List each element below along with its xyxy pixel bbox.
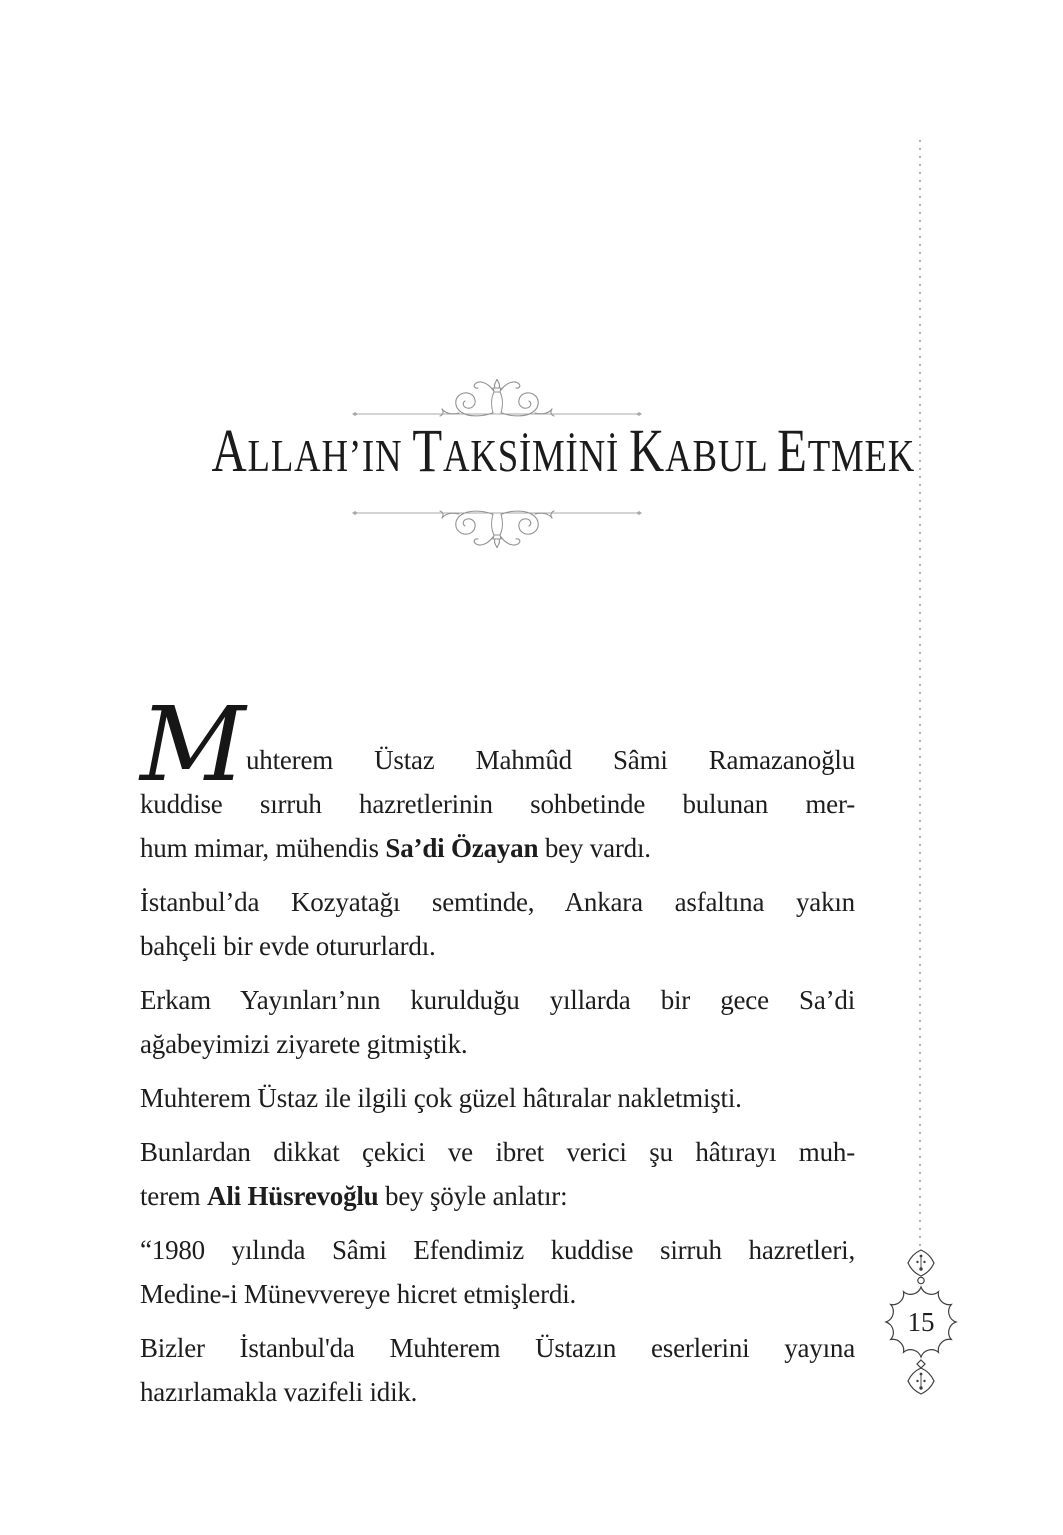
text-line — [140, 782, 855, 826]
title-word: TAKSİMİNİ — [412, 418, 620, 485]
title-initial: E — [777, 418, 808, 485]
text-segment: terem — [140, 1181, 208, 1211]
text-line — [140, 924, 855, 968]
chapter-ornament-bottom — [347, 505, 647, 551]
title-initial: T — [412, 418, 443, 485]
emphasized-name: Sa’di Özayan — [385, 833, 539, 863]
medallion-icon — [881, 1247, 961, 1397]
text-line — [140, 1130, 855, 1174]
title-initial: K — [629, 418, 666, 485]
text-segment: Erkam Yayınları’nın kurulduğu yıllarda bir gece Sa’di — [140, 985, 855, 1015]
emphasized-name: Ali Hüsrevoğlu — [207, 1181, 379, 1211]
text-line — [140, 826, 855, 870]
flourish-icon — [440, 379, 554, 416]
paragraph — [140, 978, 855, 1066]
flourish-rule-icon — [347, 376, 647, 422]
title-word: KABUL — [629, 418, 768, 485]
flourish-rule-icon — [347, 505, 647, 551]
text-segment: Medine-i Münevvereye hicret etmişlerdi. — [140, 1279, 577, 1309]
text-segment: Bunlardan dikkat çekici ve ibret verici şu hâtırayı muh- — [140, 1137, 855, 1167]
flourish-icon — [440, 511, 554, 548]
paragraph — [140, 1076, 855, 1120]
title-word: ETMEK — [777, 418, 916, 485]
text-line — [140, 1022, 855, 1066]
text-line — [140, 1076, 855, 1120]
text-segment: Bizler İstanbul'da Muhterem Üstazın eserlerini yayına — [140, 1333, 855, 1363]
text-line — [140, 1228, 855, 1272]
page-number: 15 — [907, 1307, 935, 1337]
paragraph — [140, 1228, 855, 1316]
body-text-column — [140, 685, 855, 1414]
title-initial: A — [211, 418, 248, 485]
text-segment: bahçeli bir evde otururlardı. — [140, 931, 436, 961]
chapter-title — [211, 418, 916, 488]
text-segment: bey şöyle anlatır: — [378, 1181, 568, 1211]
text-segment: kuddise sırruh hazretlerinin sohbetinde bulunan mer- — [140, 789, 855, 819]
text-segment: hazırlamakla vazifeli idik. — [140, 1377, 418, 1407]
text-line — [140, 1174, 855, 1218]
paragraph — [140, 685, 855, 870]
text-segment: bey vardı. — [538, 833, 651, 863]
text-line — [140, 978, 855, 1022]
paragraph — [140, 880, 855, 968]
text-line — [140, 880, 855, 924]
text-line — [140, 1272, 855, 1316]
title-word: ALLAH’IN — [211, 418, 403, 485]
text-line — [140, 1370, 855, 1414]
dropcap-initial: M — [140, 685, 246, 805]
paragraph — [140, 1326, 855, 1414]
paragraph — [140, 1130, 855, 1218]
margin-dotted-rule — [919, 140, 921, 1247]
page-number-ornament — [881, 1247, 961, 1397]
chapter-ornament-top — [347, 376, 647, 422]
text-segment: “1980 yılında Sâmi Efendimiz kuddise sirruh hazretleri, — [140, 1235, 855, 1265]
text-line — [140, 1326, 855, 1370]
text-segment: uhterem Üstaz Mahmûd Sâmi Ramazanoğlu — [246, 745, 855, 775]
text-segment: İstanbul’da Kozyatağı semtinde, Ankara asfaltına yakın — [140, 887, 855, 917]
text-segment: hum mimar, mühendis — [140, 833, 386, 863]
text-segment: Muhterem Üstaz ile ilgili çok güzel hâtıralar nakletmişti. — [140, 1083, 742, 1113]
text-segment: ağabeyimizi ziyarete gitmiştik. — [140, 1029, 468, 1059]
